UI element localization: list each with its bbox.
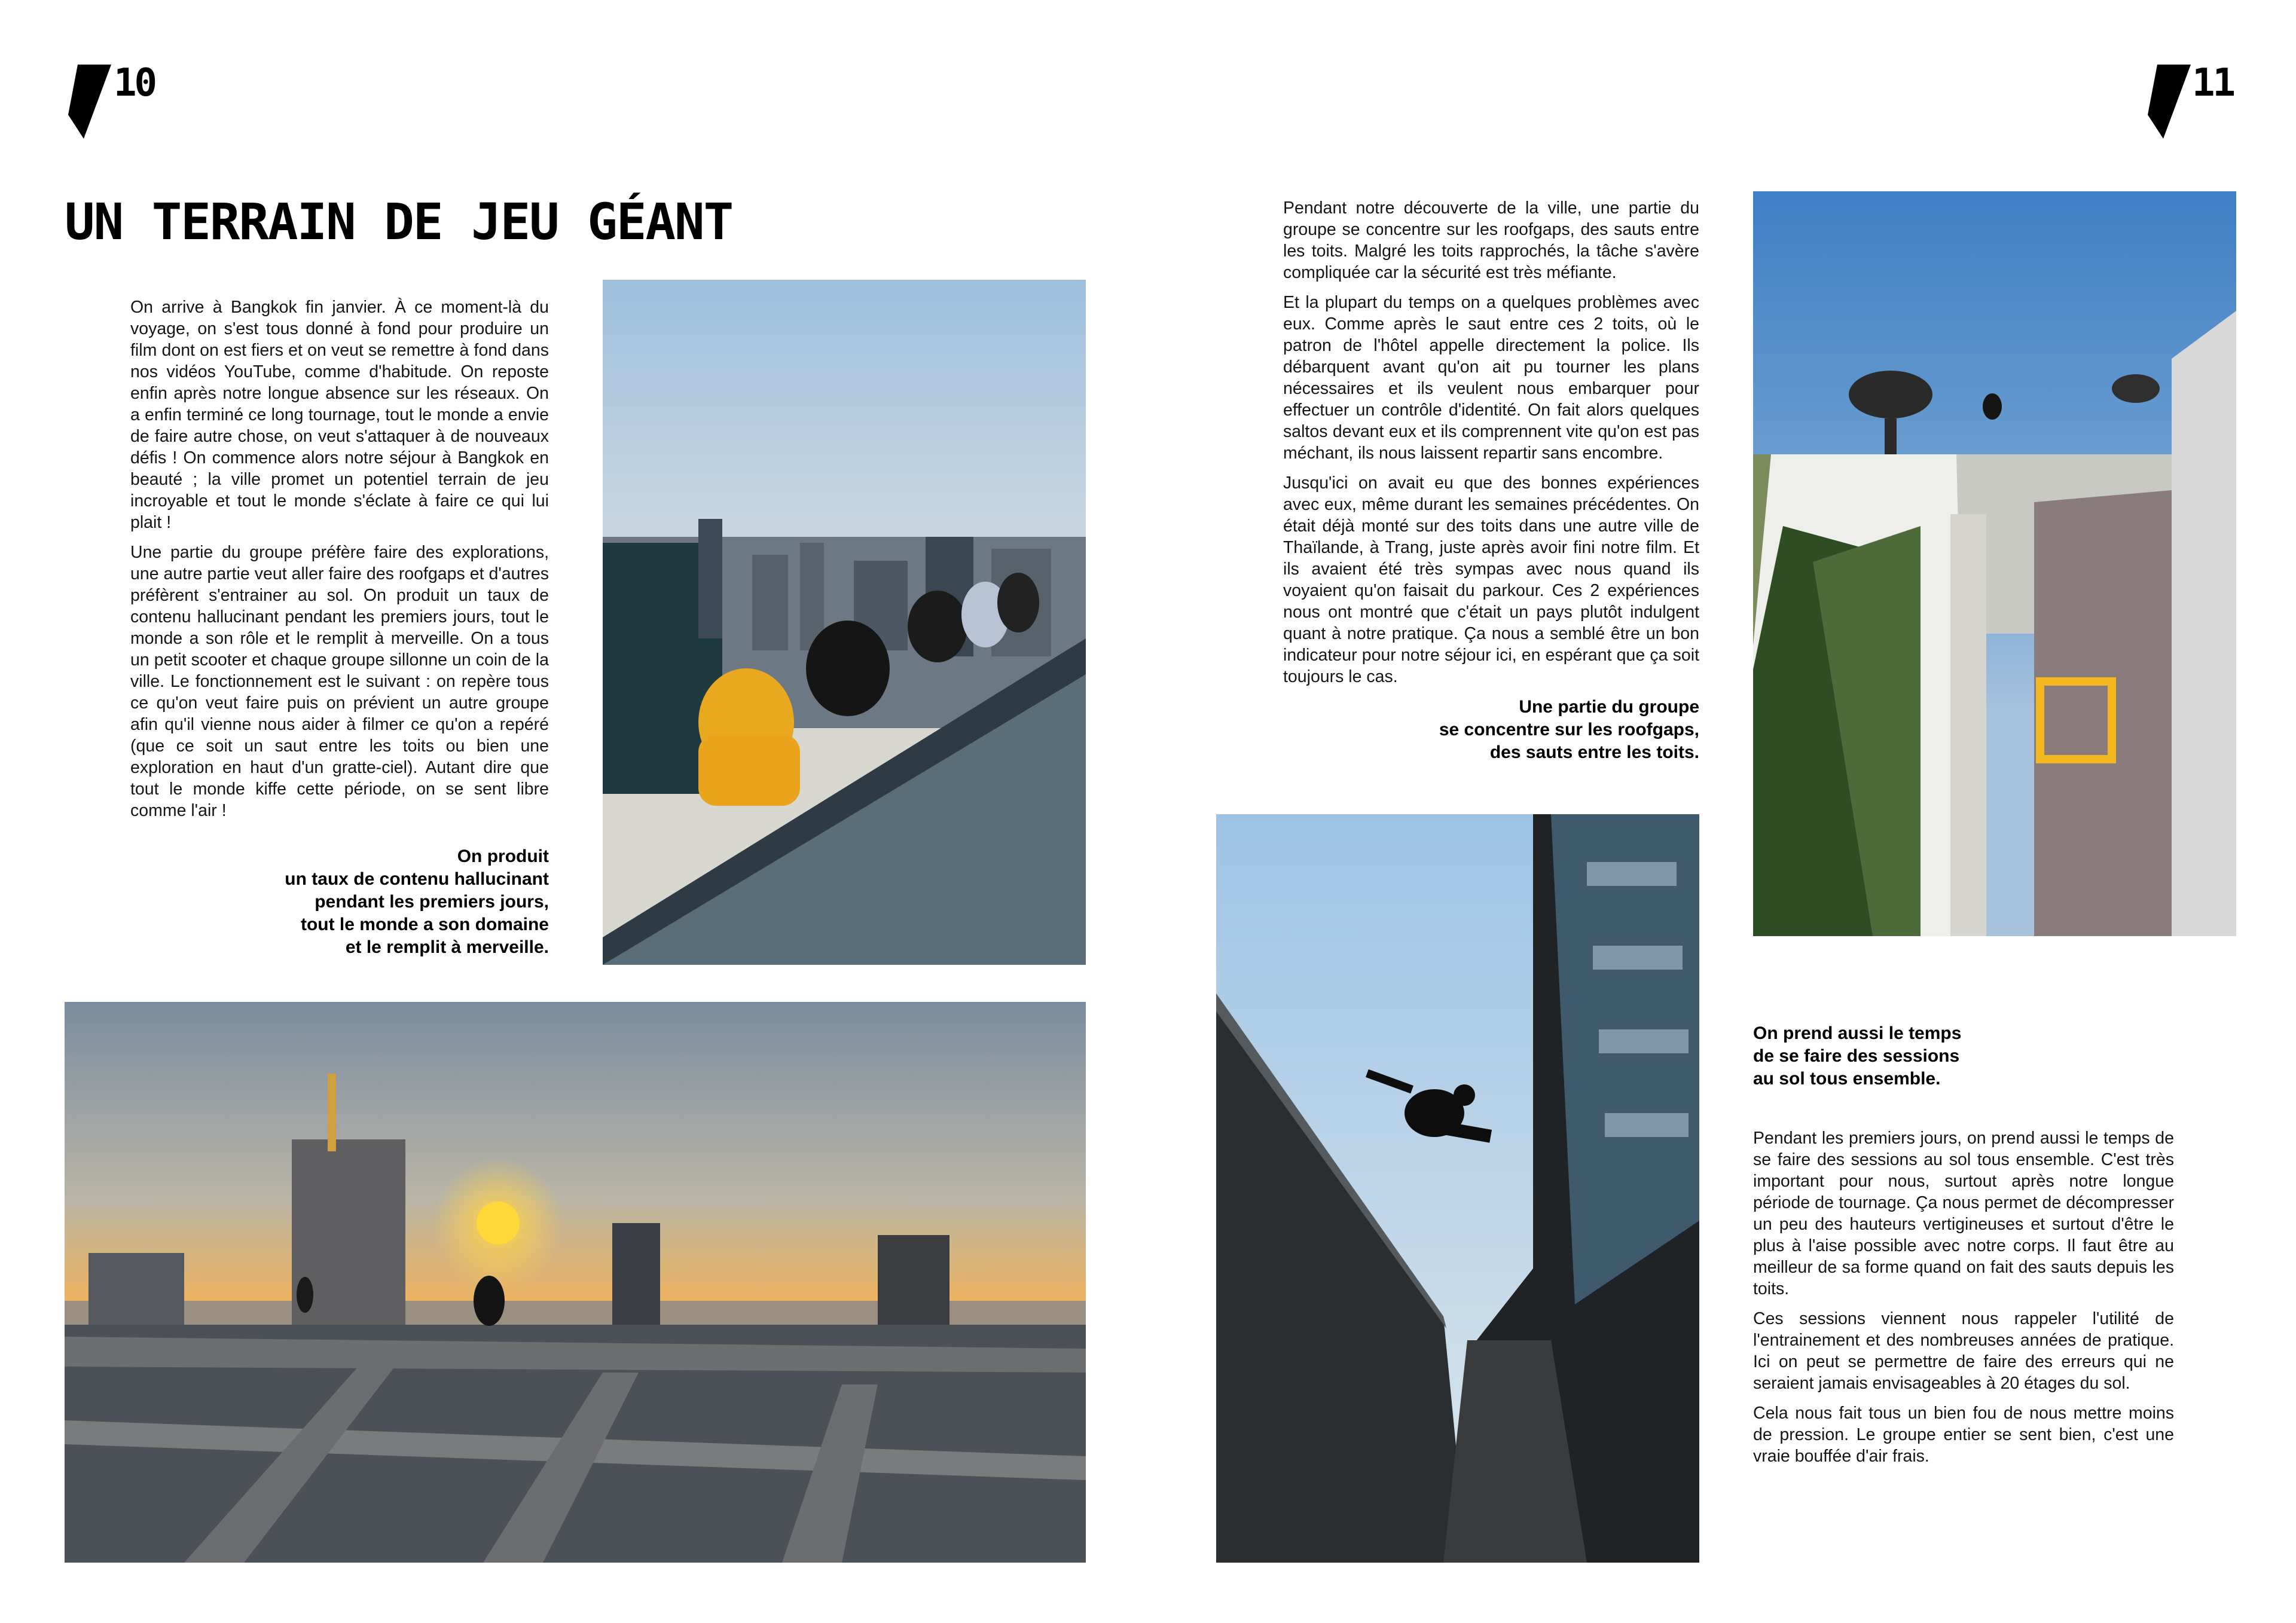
middle-paragraph: Jusqu'ici on avait eu que des bonnes expériences avec eux, même durant les semaines précédentes. On était déjà monté sur des toits dans une autre ville de Thaïlande, à Trang, juste après avoir fini notre film. Et ils avaient été très sympas avec nous quand ils voyaient qu'on faisait du parkour. Ces 2 expériences nous ont montré que c'était un pays plutôt indulgent quant à notre pratique. Ça nous a semblé être un bon indicateur pour notre séjour ici, en espérant que ça soit toujours le cas. <box>1283 473 1699 686</box>
quote-line: pendant les premiers jours, <box>315 892 549 912</box>
sunset-rooftop-photo <box>65 1002 1086 1563</box>
rooftop-jump-photo <box>1753 191 2236 936</box>
middle-paragraph: Et la plupart du temps on a quelques problèmes avec eux. Comme après le saut entre ces 2 toits, où le patron de l'hôtel appelle directement la police. Ils débarquent avant qu'on ait pu tourner les plans nécessaires et ils veulent nous embarquer pour effectuer un contrôle d'identité. On fait alors quelques saltos devant eux et ils comprennent vite qu'on est pas méchant, ils nous laissent repartir sans encombre. <box>1283 293 1699 463</box>
rooftop-group-photo <box>603 280 1086 965</box>
middle-body-text <box>1283 197 1699 696</box>
right-body-text <box>1753 1127 2174 1475</box>
right-pull-quote <box>1753 1022 2112 1090</box>
left-body-text <box>130 297 549 830</box>
right-paragraph: Ces sessions viennent nous rappeler l'utilité de l'entrainement et des nombreuses années de pratique. Ici on peut se permettre de faire des erreurs qui ne seraient jamais envisageables à 20 étages du sol. <box>1753 1309 2174 1393</box>
left-paragraph: On arrive à Bangkok fin janvier. À ce moment-là du voyage, on s'est tous donné à fond pour produire un film dont on est fiers et on veut se remettre à fond dans nos vidéos YouTube, comme d'habitude. On reposte enfin après notre longue absence sur les réseaux. On a enfin terminé ce long tournage, tout le monde a envie de faire autre chose, on veut s'attaquer à de nouveaux défis ! On commence alors notre séjour à Bangkok en beauté ; la ville promet un potentiel terrain de jeu incroyable et tout le monde s'éclate à faire ce qui lui plait ! <box>130 298 549 532</box>
page-title: UN TERRAIN DE JEU GÉANT <box>65 192 733 251</box>
quote-line: On produit <box>457 846 549 866</box>
right-paragraph: Cela nous fait tous un bien fou de nous mettre moins de pression. Le groupe entier se sent bien, c'est une vraie bouffée d'air frais. <box>1753 1404 2174 1466</box>
left-paragraph: Une partie du groupe préfère faire des explorations, une autre partie veut aller faire des roofgaps et d'autres préfèrent s'entrainer au sol. On produit un taux de contenu hallucinant pendant les premiers jours, tout le monde a son rôle et le remplit à merveille. On a tous un petit scooter et chaque groupe sillonne un coin de la ville. Le fonctionnement est le suivant : on repère tous ce qu'on veut faire puis on prévient un autre groupe afin qu'il vienne nous aider à filmer ce qu'on a repéré (que ce soit un saut entre les toits ou bien une exploration en haut d'un gratte-ciel). Autant dire que tout le monde kiffe cette période, on se sent libre comme l'air ! <box>130 543 549 820</box>
quote-line: et le remplit à merveille. <box>345 937 549 957</box>
left-pull-quote <box>215 845 549 959</box>
page-number-right: 11 <box>2192 61 2234 105</box>
middle-pull-quote <box>1369 696 1699 764</box>
quote-line: un taux de contenu hallucinant <box>285 869 549 889</box>
quote-line: se concentre sur les roofgaps, <box>1439 720 1699 739</box>
middle-paragraph: Pendant notre découverte de la ville, une partie du groupe se concentre sur les roofgaps, des sauts entre les toits. Malgré les toits rapprochés, la tâche s'avère compliquée car la sécurité est très méfiante. <box>1283 198 1699 282</box>
quote-line: tout le monde a son domaine <box>300 915 549 934</box>
quote-line: Une partie du groupe <box>1519 697 1699 717</box>
silhouette-jump-photo <box>1216 814 1699 1563</box>
quote-line: On prend aussi le temps <box>1753 1023 1962 1043</box>
page-number-left: 10 <box>114 61 155 105</box>
quote-line: de se faire des sessions <box>1753 1046 1960 1066</box>
quote-line: des sauts entre les toits. <box>1489 742 1699 762</box>
page-marker-right-icon <box>2144 63 2192 140</box>
quote-line: au sol tous ensemble. <box>1753 1069 1941 1089</box>
page-marker-left-icon <box>65 63 112 140</box>
right-paragraph: Pendant les premiers jours, on prend aussi le temps de se faire des sessions au sol tous ensemble. C'est très important pour nous, surtout après notre longue période de tournage. Ça nous permet de décompresser un peu des hauteurs vertigineuses et surtout d'être le plus à l'aise possible avec notre corps. Il faut être au meilleur de sa forme quand on fait des sauts depuis les toits. <box>1753 1129 2174 1298</box>
